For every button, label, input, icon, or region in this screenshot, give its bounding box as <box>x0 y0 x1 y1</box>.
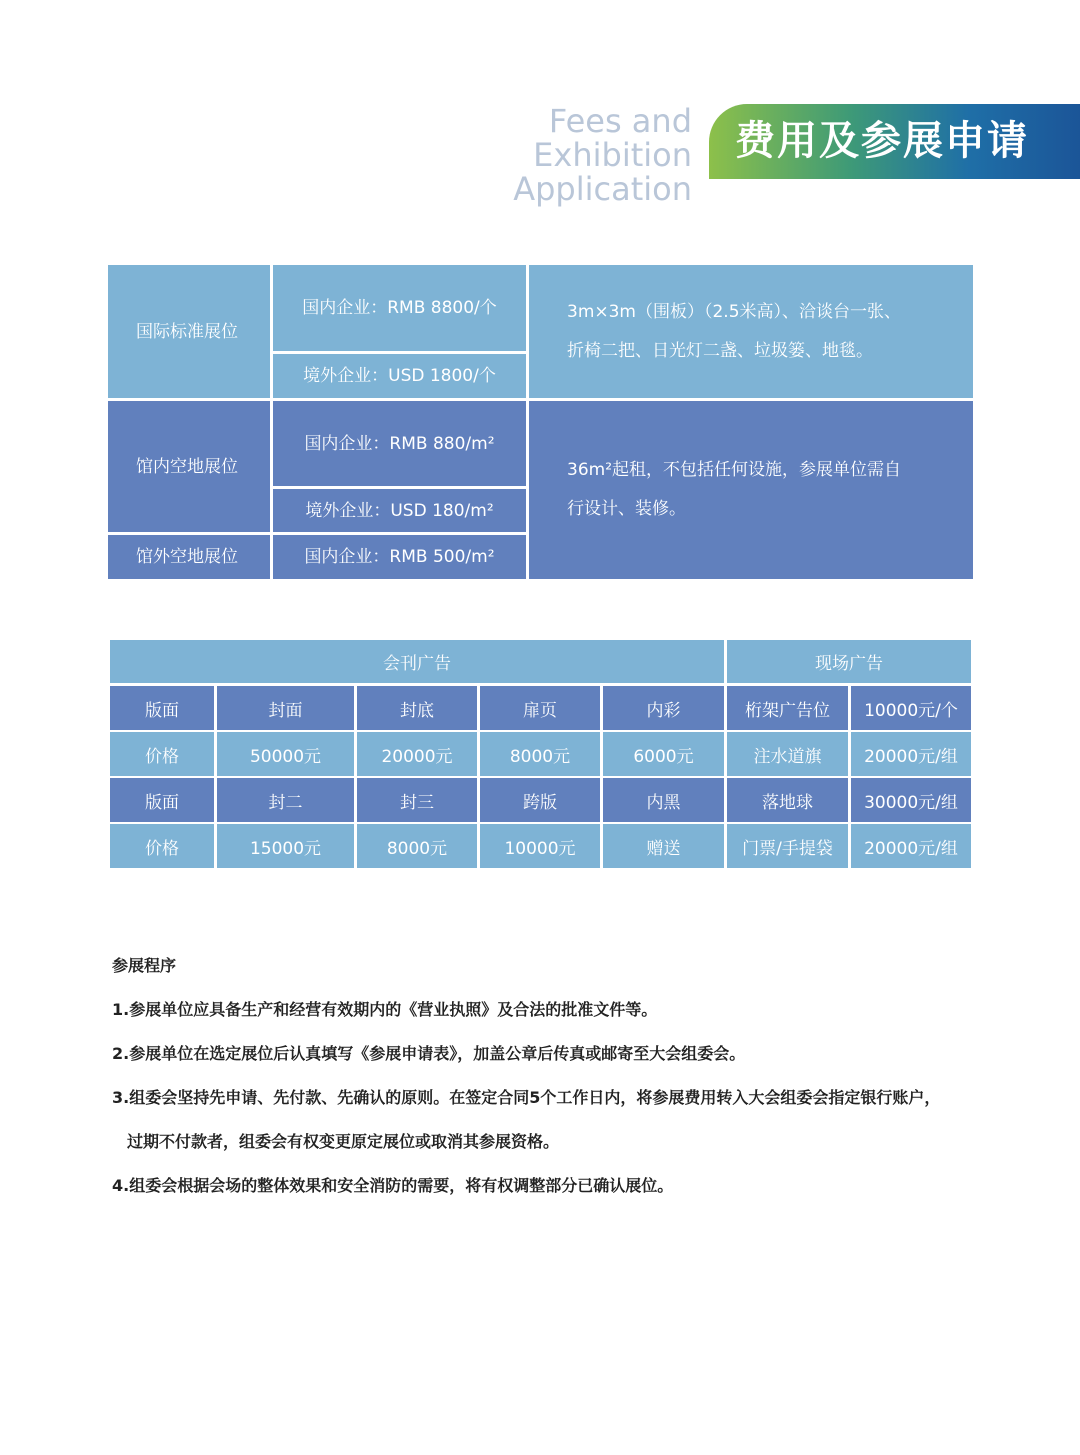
ad-cell-r3-journal-c: 跨版 <box>480 778 600 822</box>
booth-desc-standard-line-2: 折椅二把、日光灯二盏、垃圾篓、地毯。 <box>567 340 873 361</box>
booth-price-standard-domestic: 国内企业：RMB 8800/个 <box>273 265 526 351</box>
ad-cell-r3-journal-b: 封三 <box>357 778 477 822</box>
ad-cell-r1-journal-a: 封面 <box>217 686 354 730</box>
booth-desc-standard <box>529 265 973 398</box>
ad-cell-r4-journal-a: 15000元 <box>217 824 354 868</box>
ad-cell-r4-label: 价格 <box>110 824 214 868</box>
ad-cell-r1-journal-b: 封底 <box>357 686 477 730</box>
ad-cell-r3-onsite-item: 落地球 <box>727 778 848 822</box>
ad-cell-r4-journal-c: 10000元 <box>480 824 600 868</box>
ad-cell-r3-label: 版面 <box>110 778 214 822</box>
procedure-item-1: 1.参展单位应具备生产和经营有效期内的《营业执照》及合法的批准文件等。 <box>112 1000 658 1019</box>
ad-cell-r4-onsite-price: 20000元/组 <box>851 824 971 868</box>
ad-cell-r1-onsite-price: 10000元/个 <box>851 686 971 730</box>
ad-cell-r4-journal-d: 赠送 <box>603 824 724 868</box>
procedure-item-3: 3.组委会坚持先申请、先付款、先确认的原则。在签定合同5个工作日内，将参展费用转入大会组委会指定银行账户， <box>112 1088 941 1107</box>
ad-cell-r2-journal-c: 8000元 <box>480 732 600 776</box>
ad-cell-r1-journal-c: 扉页 <box>480 686 600 730</box>
booth-name-indoor: 馆内空地展位 <box>108 401 270 532</box>
title-banner <box>709 104 1080 179</box>
booth-desc-space-line-2: 行设计、装修。 <box>567 499 686 519</box>
ad-cell-r4-journal-b: 8000元 <box>357 824 477 868</box>
booth-desc-standard-line-1: 3m×3m（围板）（2.5米高）、洽谈台一张、 <box>567 301 902 322</box>
ad-cell-r1-journal-d: 内彩 <box>603 686 724 730</box>
ad-cell-r3-onsite-price: 30000元/组 <box>851 778 971 822</box>
booth-name-outdoor: 馆外空地展位 <box>108 535 270 579</box>
ad-header-onsite: 现场广告 <box>727 640 971 683</box>
english-title-line-2: Exhibition Application <box>513 136 692 208</box>
procedure-item-3-continued: 过期不付款者，组委会有权变更原定展位或取消其参展资格。 <box>127 1132 560 1151</box>
booth-price-indoor-domestic: 国内企业：RMB 880/m² <box>273 401 526 486</box>
ad-cell-r2-onsite-item: 注水道旗 <box>727 732 848 776</box>
booth-price-standard-overseas: 境外企业：USD 1800/个 <box>273 354 526 398</box>
booth-price-outdoor-domestic: 国内企业：RMB 500/m² <box>273 535 526 579</box>
english-title-line-1: Fees and <box>548 102 692 140</box>
ad-cell-r4-onsite-item: 门票/手提袋 <box>727 824 848 868</box>
ad-cell-r1-label: 版面 <box>110 686 214 730</box>
booth-desc-space-line-1: 36m²起租，不包括任何设施，参展单位需自 <box>567 460 902 480</box>
ad-cell-r2-journal-a: 50000元 <box>217 732 354 776</box>
ad-cell-r2-journal-d: 6000元 <box>603 732 724 776</box>
booth-price-indoor-overseas: 境外企业：USD 180/m² <box>273 489 526 532</box>
ad-cell-r3-journal-d: 内黑 <box>603 778 724 822</box>
ad-header-journal: 会刊广告 <box>110 640 724 683</box>
ad-cell-r2-journal-b: 20000元 <box>357 732 477 776</box>
procedure-item-2: 2.参展单位在选定展位后认真填写《参展申请表》，加盖公章后传真或邮寄至大会组委会。 <box>112 1044 746 1063</box>
english-title <box>370 104 692 206</box>
ad-cell-r1-onsite-item: 桁架广告位 <box>727 686 848 730</box>
booth-desc-space <box>529 401 973 579</box>
procedure-title: 参展程序 <box>112 956 177 975</box>
procedure-item-4: 4.组委会根据会场的整体效果和安全消防的需要，将有权调整部分已确认展位。 <box>112 1176 674 1195</box>
ad-cell-r2-onsite-price: 20000元/组 <box>851 732 971 776</box>
chinese-title: 费用及参展申请 <box>735 118 1029 164</box>
booth-name-standard: 国际标准展位 <box>108 265 270 398</box>
ad-cell-r2-label: 价格 <box>110 732 214 776</box>
ad-cell-r3-journal-a: 封二 <box>217 778 354 822</box>
